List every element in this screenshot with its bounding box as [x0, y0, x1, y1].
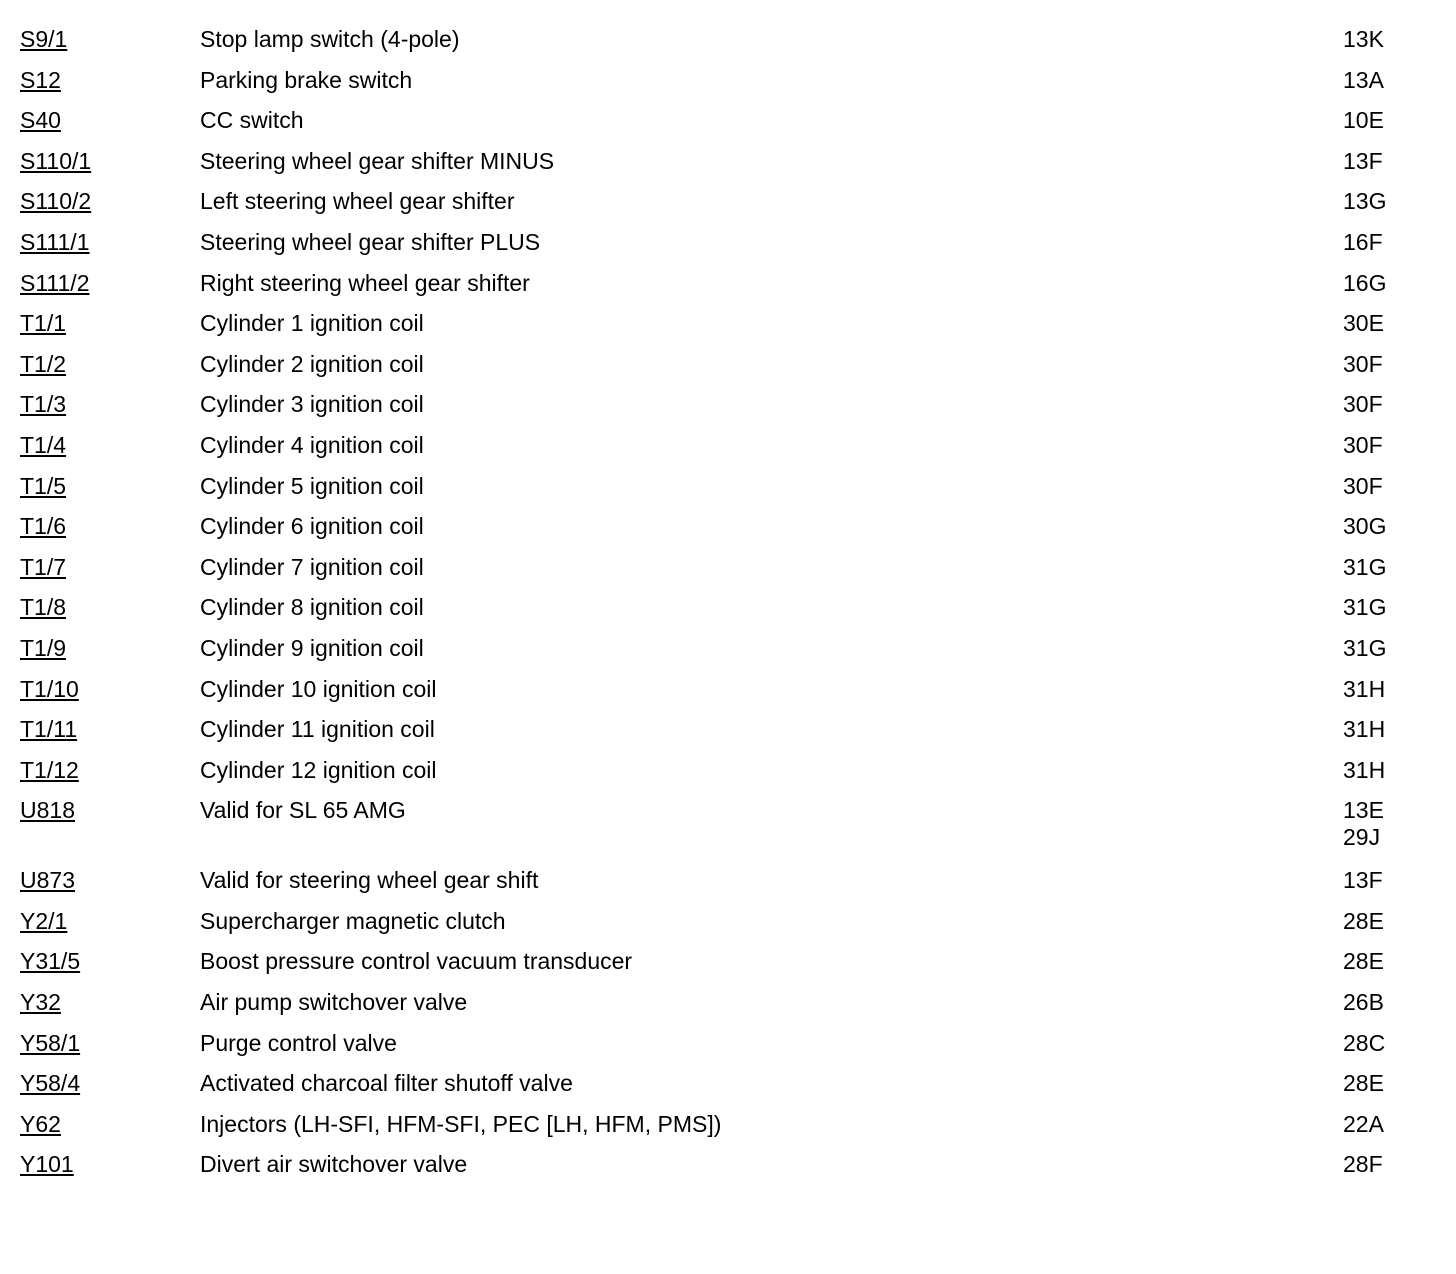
grid-location-value: 31H: [1343, 716, 1386, 743]
grid-location: [1343, 757, 1440, 784]
grid-location-value: 13F: [1343, 867, 1383, 894]
grid-location: [1343, 989, 1440, 1016]
legend-row: [20, 186, 1440, 227]
grid-location: [1343, 1070, 1440, 1097]
grid-location-value: 30F: [1343, 431, 1383, 458]
grid-location-value: 13F: [1343, 147, 1383, 174]
legend-row: [20, 1109, 1440, 1150]
grid-location-value: 16G: [1343, 269, 1387, 296]
component-description: Supercharger magnetic clutch: [200, 907, 506, 934]
grid-location-value: 30F: [1343, 391, 1383, 418]
legend-row: [20, 24, 1440, 65]
legend-row: [20, 755, 1440, 796]
grid-location: [1343, 351, 1440, 378]
grid-location-value: 16F: [1343, 228, 1383, 255]
grid-location-value: 13G: [1343, 188, 1387, 215]
legend-row: [20, 906, 1440, 947]
legend-row: [20, 633, 1440, 674]
grid-location-value: 13E: [1343, 797, 1384, 824]
component-code-link[interactable]: T1/10: [20, 675, 79, 702]
legend-row: [20, 592, 1440, 633]
component-description: Cylinder 9 ignition coil: [200, 634, 424, 661]
legend-row: [20, 268, 1440, 309]
grid-location: [1343, 1111, 1440, 1138]
component-description: Left steering wheel gear shifter: [200, 188, 515, 215]
legend-row: [20, 552, 1440, 593]
component-code-link[interactable]: T1/8: [20, 594, 67, 621]
legend-row: [20, 349, 1440, 390]
component-code-link[interactable]: Y62: [20, 1110, 61, 1137]
grid-location: [1343, 867, 1440, 894]
legend-row: [20, 308, 1440, 349]
grid-location: [1343, 716, 1440, 743]
component-code-link[interactable]: Y58/1: [20, 1029, 81, 1056]
grid-location: [1343, 26, 1440, 53]
component-description: Valid for steering wheel gear shift: [200, 867, 539, 894]
component-code-link[interactable]: S111/2: [20, 269, 90, 296]
component-legend: [20, 24, 1440, 1190]
grid-location: [1343, 310, 1440, 337]
component-code-link[interactable]: Y32: [20, 989, 61, 1016]
grid-location: [1343, 148, 1440, 175]
component-description: Cylinder 1 ignition coil: [200, 310, 424, 337]
component-description: Cylinder 2 ignition coil: [200, 350, 424, 377]
legend-row: [20, 795, 1440, 865]
component-code-link[interactable]: U818: [20, 797, 75, 824]
grid-location: [1343, 594, 1440, 621]
grid-location-value: 28C: [1343, 1029, 1386, 1056]
legend-row: [20, 946, 1440, 987]
component-description: Cylinder 8 ignition coil: [200, 594, 424, 621]
component-description: Cylinder 7 ignition coil: [200, 553, 424, 580]
component-description: Steering wheel gear shifter PLUS: [200, 228, 541, 255]
grid-location: [1343, 635, 1440, 662]
grid-location: [1343, 948, 1440, 975]
component-code-link[interactable]: Y58/4: [20, 1070, 81, 1097]
grid-location: [1343, 676, 1440, 703]
legend-row: [20, 1149, 1440, 1190]
component-code-link[interactable]: T1/7: [20, 553, 67, 580]
component-description: Cylinder 10 ignition coil: [200, 675, 437, 702]
component-code-link[interactable]: S110/2: [20, 188, 92, 215]
component-description: CC switch: [200, 107, 304, 134]
legend-row: [20, 105, 1440, 146]
component-code-link[interactable]: Y31/5: [20, 948, 81, 975]
component-code-link[interactable]: T1/2: [20, 350, 67, 377]
grid-location: [1343, 1151, 1440, 1178]
grid-location-value: 13K: [1343, 26, 1384, 52]
component-code-link[interactable]: T1/5: [20, 472, 67, 499]
legend-row: [20, 674, 1440, 715]
legend-row: [20, 65, 1440, 106]
component-code-link[interactable]: S110/1: [20, 147, 92, 174]
grid-location-value: 30G: [1343, 513, 1387, 540]
legend-row: [20, 430, 1440, 471]
grid-location: [1343, 908, 1440, 935]
grid-location-value: 10E: [1343, 107, 1384, 134]
component-code-link[interactable]: S40: [20, 107, 61, 134]
legend-row: [20, 1028, 1440, 1069]
component-code-link[interactable]: S12: [20, 66, 61, 93]
component-description: Cylinder 11 ignition coil: [200, 716, 435, 743]
grid-location: [1343, 554, 1440, 581]
legend-row: [20, 1068, 1440, 1109]
component-description: Cylinder 5 ignition coil: [200, 472, 424, 499]
component-description: Divert air switchover valve: [200, 1151, 468, 1178]
legend-row: [20, 511, 1440, 552]
component-description: Parking brake switch: [200, 66, 413, 93]
component-description: Cylinder 4 ignition coil: [200, 431, 424, 458]
grid-location: [1343, 473, 1440, 500]
grid-location-value: 30F: [1343, 472, 1383, 499]
component-code-link[interactable]: Y2/1: [20, 907, 68, 934]
grid-location-value: 30E: [1343, 310, 1384, 337]
grid-location: [1343, 188, 1440, 215]
grid-location-value: 22A: [1343, 1110, 1384, 1137]
grid-location: [1343, 270, 1440, 297]
component-code-link[interactable]: U873: [20, 867, 75, 894]
grid-location-value: 28E: [1343, 907, 1384, 934]
component-description: Right steering wheel gear shifter: [200, 269, 530, 296]
grid-location: [1343, 67, 1440, 94]
component-code-link[interactable]: T1/4: [20, 431, 67, 458]
component-description: Steering wheel gear shifter MINUS: [200, 147, 555, 174]
component-code-link[interactable]: T1/11: [20, 716, 78, 743]
component-description: Cylinder 12 ignition coil: [200, 756, 437, 783]
grid-location: [1343, 797, 1440, 851]
grid-location-value: 31H: [1343, 675, 1386, 702]
grid-location-value: 31G: [1343, 634, 1387, 661]
component-code-link[interactable]: T1/3: [20, 391, 67, 418]
component-description: Stop lamp switch (4-pole): [200, 26, 460, 52]
component-description: Air pump switchover valve: [200, 989, 468, 1016]
component-description: Activated charcoal filter shutoff valve: [200, 1070, 573, 1097]
grid-location-value: 28E: [1343, 948, 1384, 975]
legend-row: [20, 865, 1440, 906]
grid-location-value: 30F: [1343, 350, 1383, 377]
component-code-link[interactable]: Y101: [20, 1151, 74, 1178]
component-code-link[interactable]: T1/1: [20, 310, 67, 337]
grid-location: [1343, 432, 1440, 459]
grid-location-value: 29J: [1343, 824, 1381, 851]
component-code-link[interactable]: S111/1: [20, 228, 90, 255]
component-description: Cylinder 6 ignition coil: [200, 513, 424, 540]
component-code-link[interactable]: T1/12: [20, 756, 79, 783]
grid-location-value: 31G: [1343, 594, 1387, 621]
grid-location: [1343, 1030, 1440, 1057]
component-description: Valid for SL 65 AMG: [200, 797, 406, 824]
grid-location-value: 26B: [1343, 989, 1384, 1016]
grid-location-value: 28F: [1343, 1151, 1383, 1178]
component-description: Cylinder 3 ignition coil: [200, 391, 424, 418]
legend-row: [20, 389, 1440, 430]
component-description: Purge control valve: [200, 1029, 397, 1056]
grid-location-value: 31G: [1343, 553, 1387, 580]
grid-location: [1343, 107, 1440, 134]
legend-row: [20, 987, 1440, 1028]
grid-location-value: 13A: [1343, 66, 1384, 93]
legend-row: [20, 471, 1440, 512]
legend-row: [20, 714, 1440, 755]
grid-location: [1343, 513, 1440, 540]
grid-location: [1343, 391, 1440, 418]
grid-location-value: 28E: [1343, 1070, 1384, 1097]
legend-row: [20, 146, 1440, 187]
component-code-link[interactable]: T1/9: [20, 634, 67, 661]
component-code-link[interactable]: T1/6: [20, 513, 67, 540]
legend-row: [20, 227, 1440, 268]
component-code-link[interactable]: S9/1: [20, 26, 68, 52]
component-description: Injectors (LH-SFI, HFM-SFI, PEC [LH, HFM, PMS]): [200, 1110, 722, 1137]
component-description: Boost pressure control vacuum transducer: [200, 948, 633, 975]
grid-location: [1343, 229, 1440, 256]
grid-location-value: 31H: [1343, 756, 1386, 783]
